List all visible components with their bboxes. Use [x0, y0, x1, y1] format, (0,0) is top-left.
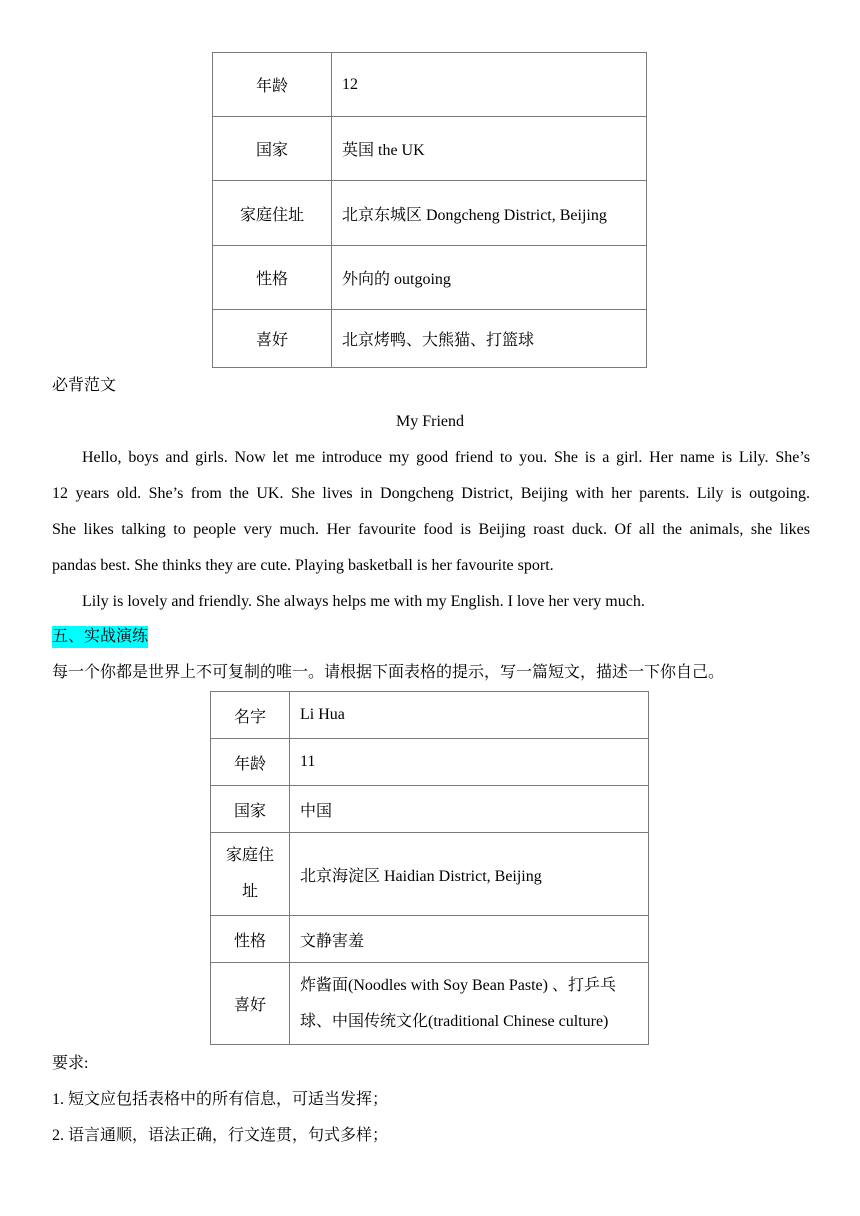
- table-cell-value: Li Hua: [290, 692, 649, 739]
- table-cell-label: 性格: [211, 916, 290, 963]
- practice-heading: [52, 627, 148, 647]
- practice-instruction: 每一个你都是世界上不可复制的唯一。请根据下面表格的提示，写一篇短文，描述一下你自己。: [52, 664, 725, 681]
- profile-table-li-hua: [210, 691, 649, 1045]
- table-row: [213, 310, 647, 368]
- requirements-label: 要求:: [52, 1055, 89, 1072]
- table-row: [211, 692, 649, 739]
- table-cell-value: 11: [290, 739, 649, 786]
- table-cell-label-line: 家庭住: [225, 847, 274, 864]
- table-row: [211, 833, 649, 916]
- table-cell-value: [290, 963, 649, 1045]
- table-cell-label: 喜好: [213, 310, 332, 368]
- essay-paragraph: Lily is lovely and friendly. She always helps me with my English. I love her very much.: [82, 593, 645, 610]
- table-row: [211, 963, 649, 1045]
- table-cell-value-line: 炸酱面(Noodles with Soy Bean Paste) 、打乒乓: [300, 976, 616, 994]
- table-cell-label: 喜好: [211, 963, 290, 1045]
- table-cell-value: 12: [332, 53, 647, 117]
- requirement-item: 1. 短文应包括表格中的所有信息，可适当发挥；: [52, 1091, 389, 1108]
- table-cell-label: 国家: [211, 786, 290, 833]
- table-row: [213, 117, 647, 181]
- table-cell-value: 文静害羞: [290, 916, 649, 963]
- table-cell-label: 国家: [213, 117, 332, 181]
- table-cell-value-line: 球、中国传统文化(traditional Chinese culture): [300, 1012, 609, 1030]
- table-row: [211, 786, 649, 833]
- essay-line: Hello, boys and girls. Now let me introduce my good friend to you. She is a girl. Her name is Lily. She’s: [82, 449, 810, 466]
- table-cell-value: 北京东城区 Dongcheng District, Beijing: [332, 181, 647, 246]
- table-cell-label: 年龄: [213, 53, 332, 117]
- essay-line: She likes talking to people very much. Her favourite food is Beijing roast duck. Of all the animals, she likes: [52, 521, 810, 538]
- table-row: [213, 181, 647, 246]
- table-cell-label: 家庭住址: [213, 181, 332, 246]
- practice-heading-text: 五、实战演练: [52, 626, 148, 648]
- essay-line: pandas best. She thinks they are cute. Playing basketball is her favourite sport.: [52, 557, 554, 574]
- table-cell-value: 外向的 outgoing: [332, 246, 647, 310]
- table-row: [213, 53, 647, 117]
- table-cell-label: 性格: [213, 246, 332, 310]
- table-cell-label: 年龄: [211, 739, 290, 786]
- table-cell-value: 北京海淀区 Haidian District, Beijing: [290, 833, 649, 916]
- table-cell-value: 中国: [290, 786, 649, 833]
- essay-line: 12 years old. She’s from the UK. She lives in Dongcheng District, Beijing with her parents. Lily is outgoing.: [52, 485, 810, 502]
- table-row: [213, 246, 647, 310]
- essay-title: My Friend: [396, 413, 464, 430]
- table-cell-value: 英国 the UK: [332, 117, 647, 181]
- table-cell-value: 北京烤鸭、大熊猫、打篮球: [332, 310, 647, 368]
- table-cell-label: [211, 833, 290, 916]
- table-cell-label-line: 址: [241, 883, 258, 900]
- table-cell-label: 名字: [211, 692, 290, 739]
- table-row: [211, 916, 649, 963]
- table-row: [211, 739, 649, 786]
- profile-table-lily: [212, 52, 647, 368]
- section-label-model-essay: 必背范文: [52, 377, 117, 394]
- requirement-item: 2. 语言通顺，语法正确，行文连贯，句式多样；: [52, 1127, 389, 1144]
